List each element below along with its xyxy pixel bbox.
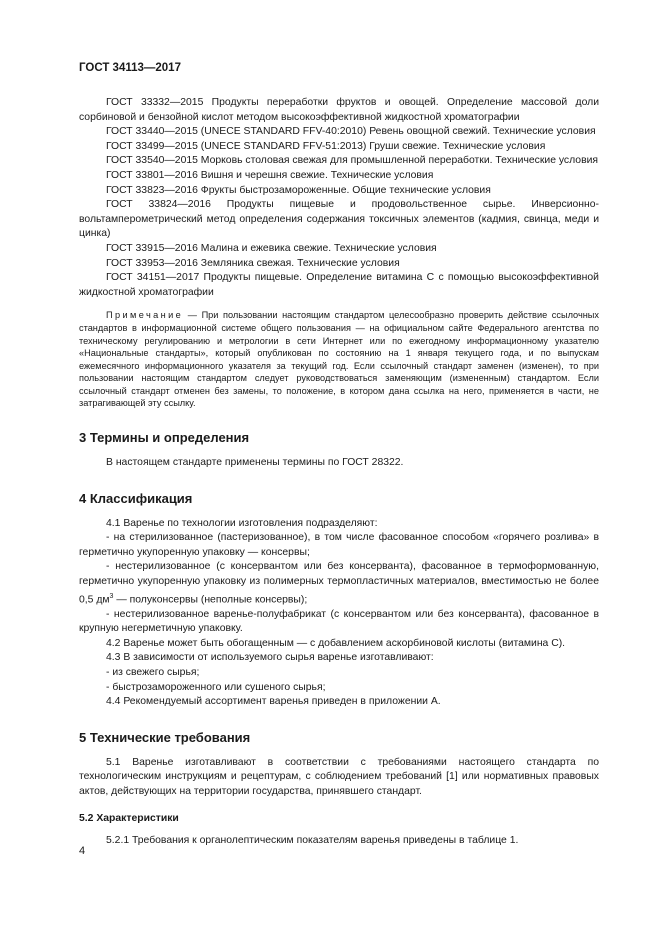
note-text: — При пользовании настоящим стандартом целесообразно проверить действие ссылочных стандартов в информационной системе общего пользования — на официальном сайте Федерального агентства по техническому регулированию и метрологии в сети Интернет или по ежегодному информационному указателю «Национальные стандарты», который опубликован по состоянию на 1 января текущего года, и по выпускам ежемесячного информационного указателя за текущий год. Если ссылочный стандарт заменен (изменен), то при пользовании настоящим стандартом следует руководствоваться заменяющим (измененным) стандартом. Если ссылочный стандарт отменен без замены, то положение, в котором дана ссылка на него, применяется в части, не затрагивающей эту ссылку. bbox=[79, 310, 599, 409]
section-5-title: 5 Технические требования bbox=[79, 729, 251, 745]
paragraph-4-2: 4.2 Варенье может быть обогащенным — с добавлением аскорбиновой кислоты (витамина С). bbox=[106, 637, 566, 649]
bullet-item: - из свежего сырья; bbox=[106, 667, 200, 679]
reference-item: ГОСТ 34151—2017 Продукты пищевые. Определение витамина С с помощью высокоэффективной жидкостной хроматографии bbox=[79, 272, 599, 298]
paragraph-5-1: 5.1 Варенье изготавливают в соответствии с требованиями настоящего стандарта по технологическим инструкциям и рецептурам, с соблюдением требований [1] или нормативных правовых актов, действующих на территории государства, принявшего стандарт. bbox=[79, 756, 599, 798]
reference-item: ГОСТ 33915—2016 Малина и ежевика свежие. Технические условия bbox=[106, 242, 437, 254]
reference-item: ГОСТ 33953—2016 Земляника свежая. Технические условия bbox=[106, 257, 400, 269]
superscript: 3 bbox=[109, 592, 114, 600]
page-number: 4 bbox=[79, 845, 86, 857]
subsection-5-2-title: 5.2 Характеристики bbox=[79, 812, 179, 824]
reference-item: ГОСТ 33440—2015 (UNECE STANDARD FFV-40:2010) Ревень овощной свежий. Технические условия bbox=[106, 126, 596, 138]
paragraph-4-1: 4.1 Варенье по технологии изготовления подразделяют: bbox=[106, 517, 378, 529]
reference-item: ГОСТ 33540—2015 Морковь столовая свежая для промышленной переработки. Технические условия bbox=[106, 155, 599, 167]
section-4-title: 4 Классификация bbox=[79, 490, 193, 506]
standard-code-header: ГОСТ 34113—2017 bbox=[79, 62, 181, 74]
bullet-text: - нестерилизованное (с консервантом или без консерванта), фасованное в термоформованную, герметично укупоренную упаковку из полимерных термопластичных материалов, вместимостью не более 0,5 дм bbox=[79, 561, 599, 606]
reference-item: ГОСТ 33801—2016 Вишня и черешня свежие. Технические условия bbox=[106, 169, 434, 181]
bullet-item: - быстрозамороженного или сушеного сырья; bbox=[106, 681, 326, 693]
note-paragraph bbox=[79, 309, 599, 410]
section-3-text: В настоящем стандарте применены термины по ГОСТ 28322. bbox=[106, 457, 404, 469]
references-list bbox=[79, 96, 599, 300]
paragraph-4-4: 4.4 Рекомендуемый ассортимент варенья приведен в приложении А. bbox=[106, 696, 441, 708]
section-4-body bbox=[79, 517, 599, 710]
bullet-item bbox=[79, 560, 599, 607]
page-content bbox=[79, 96, 599, 848]
section-3-title: 3 Термины и определения bbox=[79, 430, 250, 446]
reference-item: ГОСТ 33332—2015 Продукты переработки фруктов и овощей. Определение массовой доли сорбиновой и бензойной кислот методом высокоэффективной жидкостной хроматографии bbox=[79, 97, 599, 123]
paragraph-5-2-1: 5.2.1 Требования к органолептическим показателям варенья приведены в таблице 1. bbox=[106, 834, 519, 846]
reference-item: ГОСТ 33824—2016 Продукты пищевые и продовольственное сырье. Инверсионно-вольтамперометрический метод определения содержания токсичных элементов (кадмия, свинца, меди и цинка) bbox=[79, 199, 599, 240]
bullet-item: - на стерилизованное (пастеризованное), в том числе фасованное способом «горячего розлива» в герметично укупоренную упаковку — консервы; bbox=[79, 532, 599, 558]
bullet-item: - нестерилизованное варенье-полуфабрикат (с консервантом или без консерванта), фасованное в крупную негерметичную упаковку. bbox=[79, 608, 599, 635]
paragraph-4-3: 4.3 В зависимости от используемого сырья варенье изготавливают: bbox=[106, 652, 434, 664]
reference-item: ГОСТ 33823—2016 Фрукты быстрозамороженные. Общие технические условия bbox=[106, 184, 491, 196]
reference-item: ГОСТ 33499—2015 (UNECE STANDARD FFV-51:2013) Груши свежие. Технические условия bbox=[106, 140, 546, 152]
bullet-text-end: — полуконсервы (неполные консервы); bbox=[113, 594, 308, 606]
note-label: Примечание bbox=[106, 310, 184, 321]
